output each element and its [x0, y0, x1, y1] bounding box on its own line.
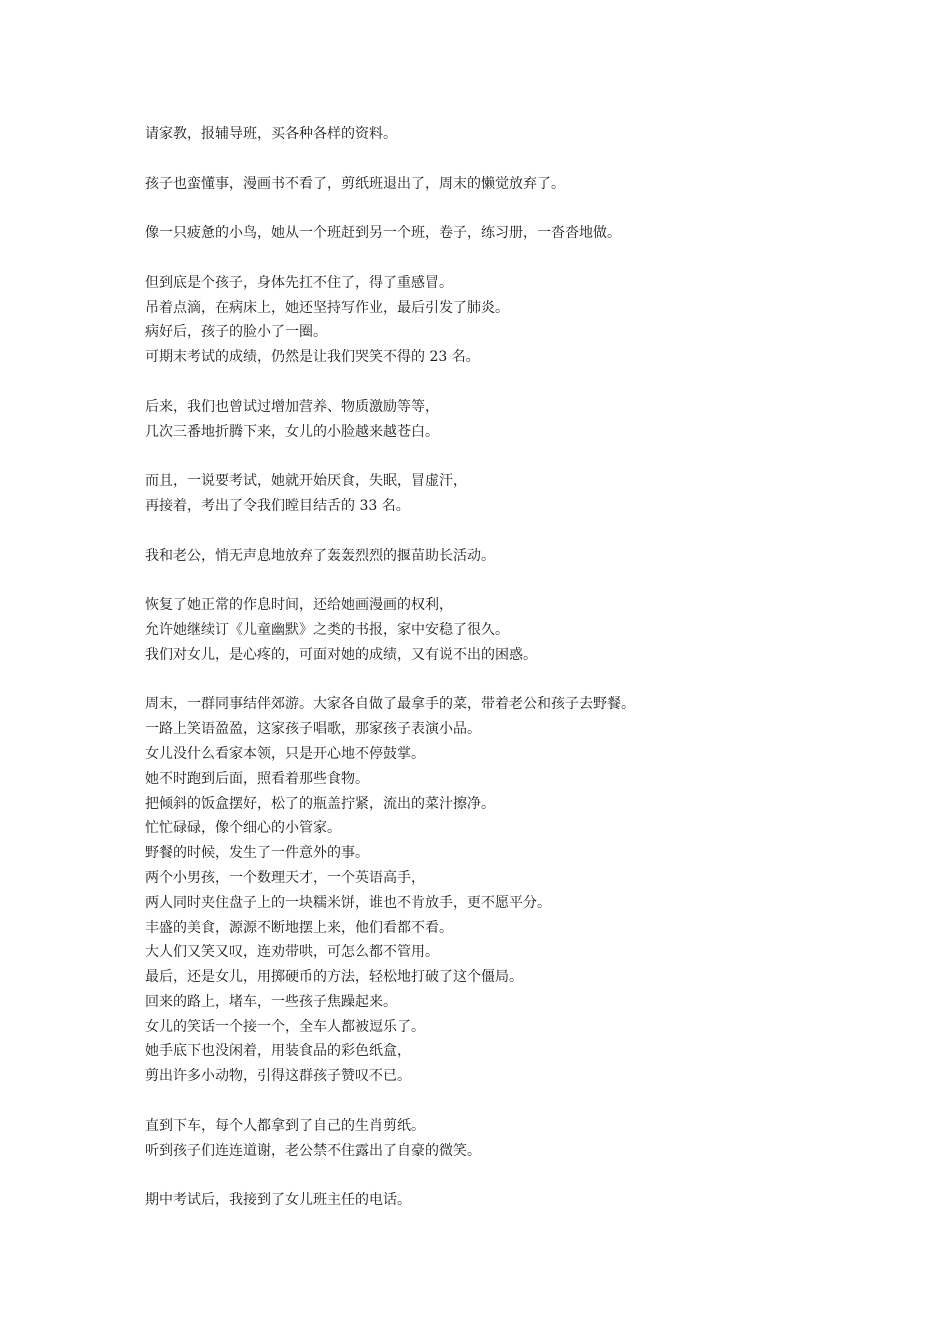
text-line: 后来，我们也曾试过增加营养、物质激励等等，: [145, 398, 439, 415]
text-line: 回来的路上，堵车，一些孩子焦躁起来。: [145, 993, 397, 1010]
paragraph: [145, 221, 905, 246]
text-line: 最后，还是女儿，用掷硬币的方法，轻松地打破了这个僵局。: [145, 969, 523, 986]
text-line: 我和老公，悄无声息地放弃了轰轰烈烈的揠苗助长活动。: [145, 547, 495, 564]
paragraph: [145, 172, 905, 197]
text-line: 孩子也蛮懂事，漫画书不看了，剪纸班退出了，周末的懒觉放弃了。: [145, 175, 565, 192]
paragraph: [145, 692, 905, 1089]
paragraph: [145, 469, 905, 519]
text-line: 期中考试后，我接到了女儿班主任的电话。: [145, 1192, 411, 1209]
paragraph: [145, 1188, 905, 1213]
text-line: 周末，一群同事结伴郊游。大家各自做了最拿手的菜，带着老公和孩子去野餐。: [145, 696, 635, 713]
paragraph: [145, 1114, 905, 1164]
text-line: 忙忙碌碌，像个细心的小管家。: [145, 820, 341, 837]
text-line: 两个小男孩，一个数理天才，一个英语高手，: [145, 869, 425, 886]
text-line: 把倾斜的饭盒摆好，松了的瓶盖拧紧，流出的菜汁擦净。: [145, 795, 495, 812]
text-line: 我们对女儿，是心疼的，可面对她的成绩，又有说不出的困惑。: [145, 646, 537, 663]
text-line: 像一只疲惫的小鸟，她从一个班赶到另一个班，卷子，练习册，一沓沓地做。: [145, 225, 621, 242]
text-line: 她不时跑到后面，照看着那些食物。: [145, 770, 369, 787]
text-line: 再接着，考出了令我们瞠目结舌的 33 名。: [145, 497, 410, 514]
text-line: 可期末考试的成绩，仍然是让我们哭笑不得的 23 名。: [145, 349, 480, 366]
paragraph: [145, 593, 905, 667]
text-line: 两人同时夹住盘子上的一块糯米饼，谁也不肯放手，更不愿平分。: [145, 894, 551, 911]
text-line: 直到下车，每个人都拿到了自己的生肖剪纸。: [145, 1117, 425, 1134]
text-line: 一路上笑语盈盈，这家孩子唱歌，那家孩子表演小品。: [145, 721, 481, 738]
text-line: 丰盛的美食，源源不断地摆上来，他们看都不看。: [145, 919, 453, 936]
text-line: 允许她继续订《儿童幽默》之类的书报，家中安稳了很久。: [145, 621, 509, 638]
paragraph: [145, 122, 905, 147]
text-line: 几次三番地折腾下来，女儿的小脸越来越苍白。: [145, 423, 439, 440]
text-line: 但到底是个孩子，身体先扛不住了，得了重感冒。: [145, 274, 453, 291]
text-line: 吊着点滴，在病床上，她还坚持写作业，最后引发了肺炎。: [145, 299, 509, 316]
text-line: 大人们又笑又叹，连劝带哄，可怎么都不管用。: [145, 944, 439, 961]
paragraph: [145, 271, 905, 370]
text-line: 野餐的时候，发生了一件意外的事。: [145, 845, 369, 862]
text-line: 听到孩子们连连道谢，老公禁不住露出了自豪的微笑。: [145, 1142, 481, 1159]
text-line: 女儿的笑话一个接一个，全车人都被逗乐了。: [145, 1018, 425, 1035]
text-line: 她手底下也没闲着，用装食品的彩色纸盒，: [145, 1043, 411, 1060]
paragraph: [145, 544, 905, 569]
text-line: 女儿没什么看家本领，只是开心地不停鼓掌。: [145, 745, 425, 762]
text-line: 病好后，孩子的脸小了一圈。: [145, 324, 327, 341]
paragraph: [145, 395, 905, 445]
text-line: 恢复了她正常的作息时间，还给她画漫画的权利，: [145, 597, 453, 614]
text-line: 而且，一说要考试，她就开始厌食，失眠，冒虚汗，: [145, 473, 467, 490]
text-line: 剪出许多小动物，引得这群孩子赞叹不已。: [145, 1068, 411, 1085]
text-line: 请家教，报辅导班，买各种各样的资料。: [145, 126, 397, 142]
document-page: [145, 122, 905, 1238]
